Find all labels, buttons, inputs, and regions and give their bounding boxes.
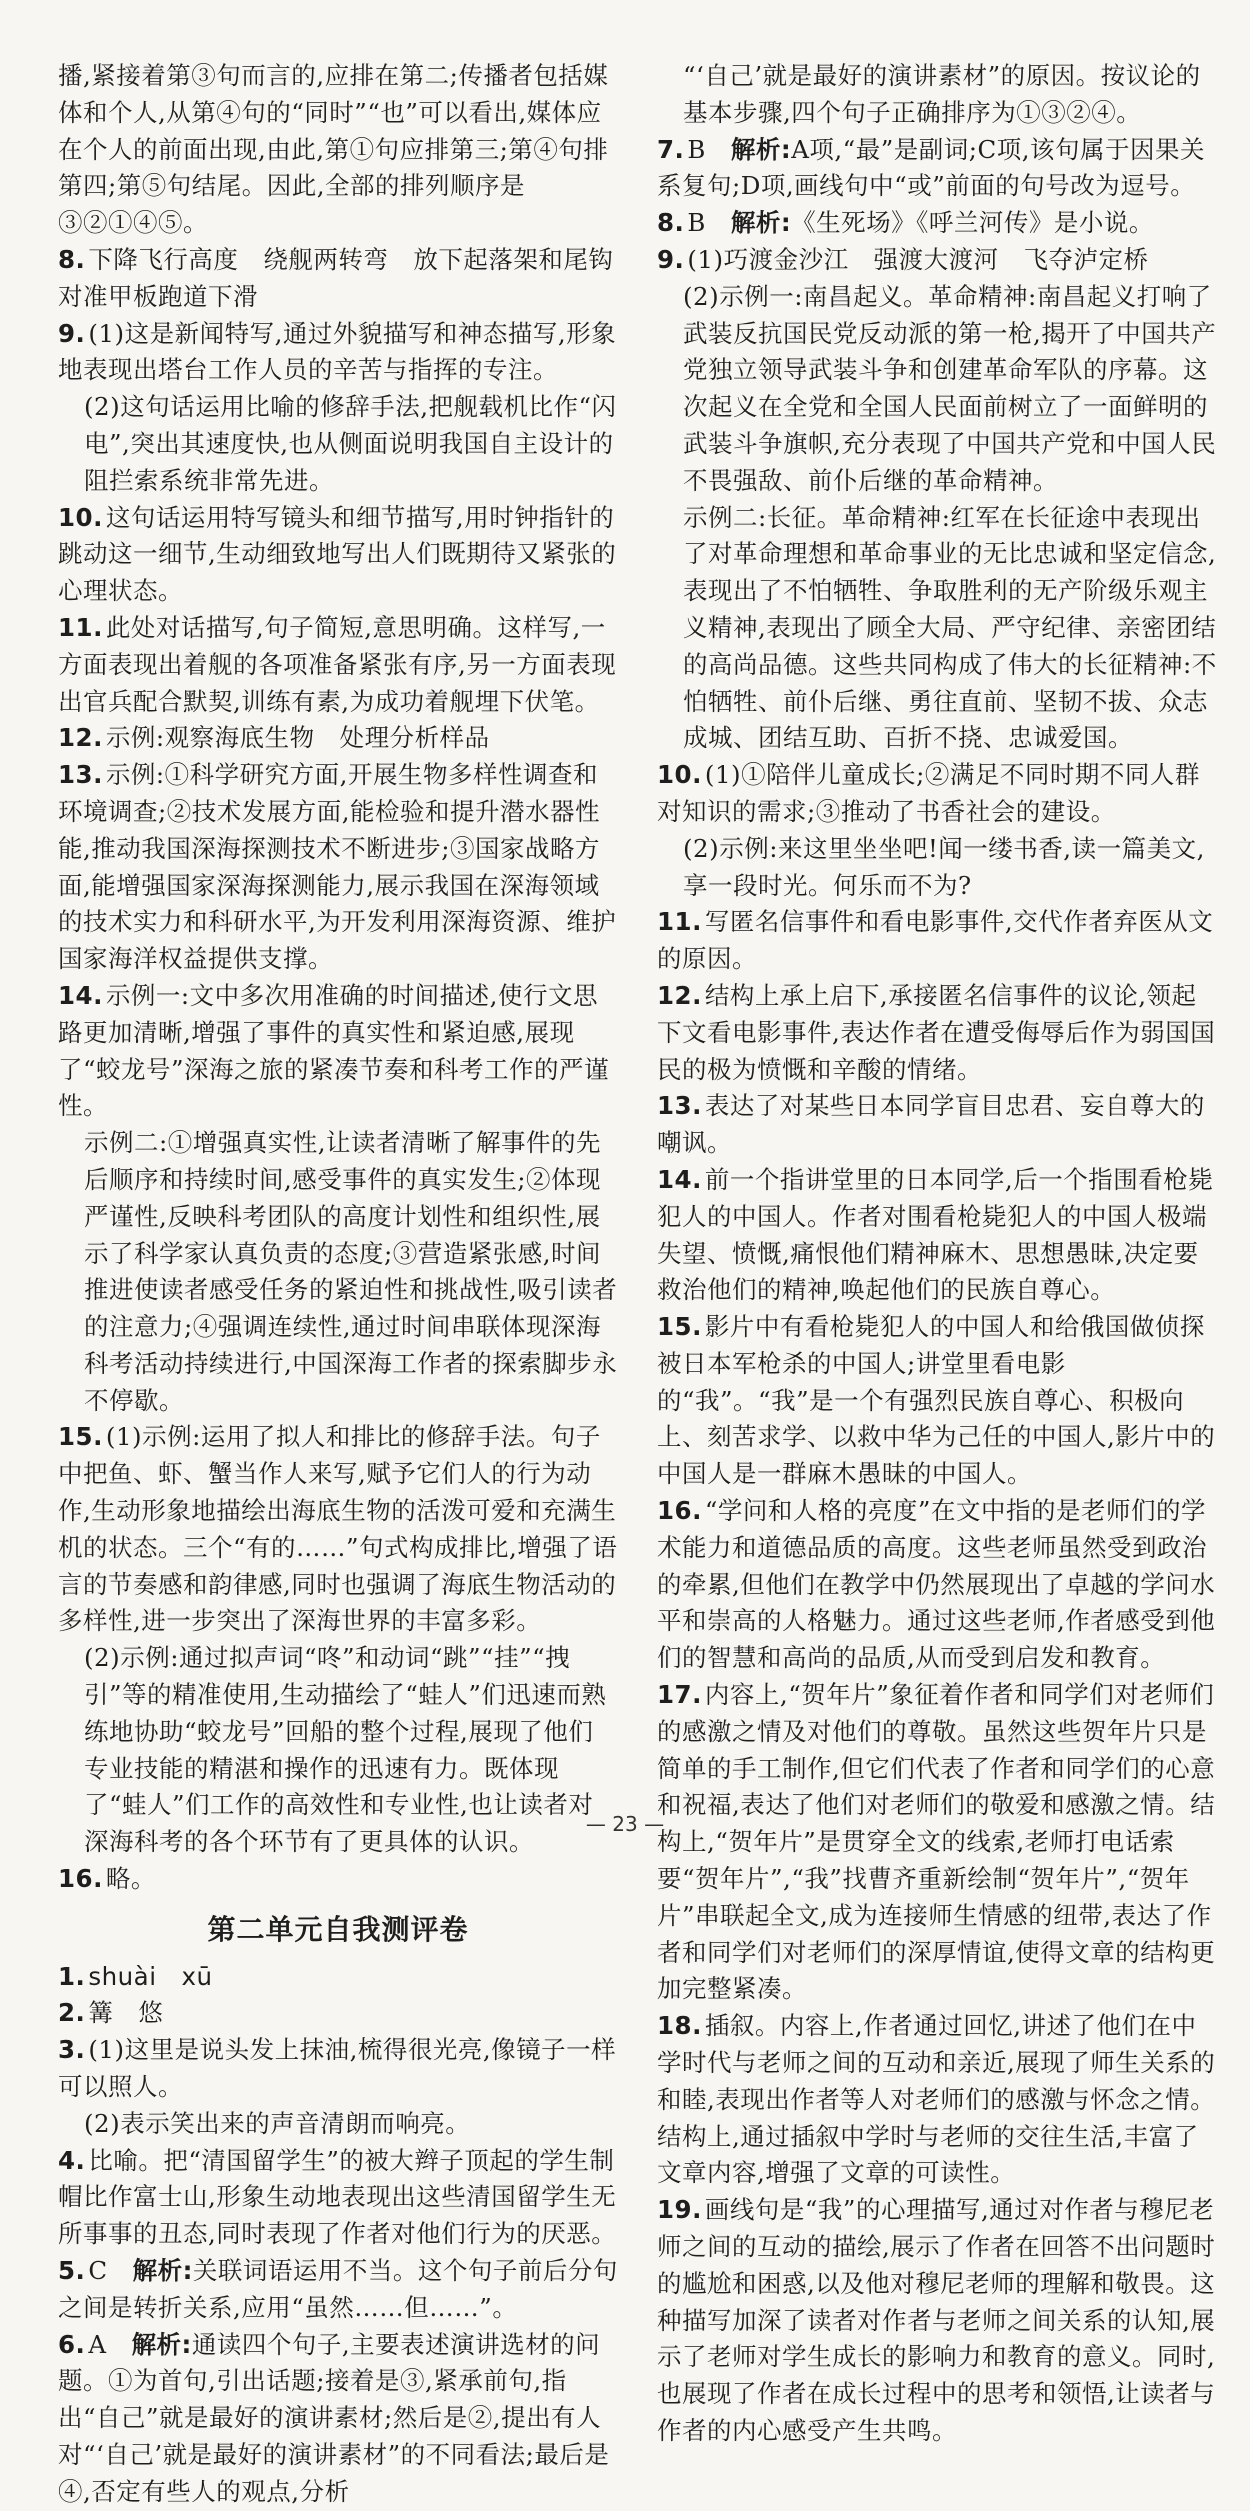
test-answer-1: [58, 1959, 618, 1996]
answer-subpart: (2)示例一:南昌起义。革命精神:南昌起义打响了武装反抗国民党反动派的第一枪,揭开了中国共产党独立领导武装斗争和创建革命军队的序幕。这次起义在全党和全国人民面前树立了一面鲜明的武装斗争旗帜,充分表现了中国共产党和中国人民不畏强敌、前仆后继的革命精神。: [683, 281, 1217, 495]
item-number: 16.: [657, 1496, 702, 1526]
test-answer-4: [58, 2143, 618, 2253]
answer-text: 影片中有看枪毙犯人的中国人和给俄国做侦探被日本军枪杀的中国人;讲堂里看电影的“我”。“我”是一个有强烈民族自尊心、积极向上、刻苦求学、以救中华为己任的中国人,影片中的中国人是一群麻木愚昧的中国人。: [657, 1312, 1216, 1489]
test-answer-13: [657, 1088, 1217, 1162]
item-number: 10.: [58, 502, 103, 532]
continuation-text: 播,紧接着第③句而言的,应排在第二;传播者包括媒体和个人,从第④句的“同时”“也”可以看出,媒体应在个人的前面出现,由此,第①句应排第三;第④句排第四;第⑤句结尾。因此,全部的排列顺序是③②①④⑤。: [58, 61, 609, 238]
test-answer-9: [657, 242, 1217, 757]
test-answer-12: [657, 978, 1217, 1088]
item-number: 15.: [657, 1312, 702, 1342]
test-answer-6: [58, 2327, 618, 2511]
item-number: 14.: [58, 980, 103, 1010]
answer-text: 写匿名信事件和看电影事件,交代作者弃医从文的原因。: [657, 907, 1214, 974]
answer-text: 内容上,“贺年片”象征着作者和同学们对老师们的感激之情及对他们的尊敬。虽然这些贺年片只是简单的手工制作,但它们代表了作者和同学们的心意和祝福,表达了他们对老师们的敬爱和感激之情。结构上,“贺年片”是贯穿全文的线索,老师打电话索要“贺年片”,“我”找曹齐重新绘制“贺年片”,“贺年片”串联起全文,成为连接师生情感的纽带,表达了作者和同学们对老师们的深厚情谊,使得文章的结构更加完整紧凑。: [657, 1680, 1216, 2004]
analysis-label: 解析:: [730, 134, 792, 164]
answer-text: (1)巧渡金沙江 强渡大渡河 飞夺泸定桥: [687, 244, 1149, 274]
item-number: 19.: [657, 2195, 702, 2225]
test-answer-8: [657, 205, 1217, 242]
answer-text: (1)这是新闻特写,通过外貌描写和神态描写,形象地表现出塔台工作人员的辛苦与指挥的专注。: [58, 318, 617, 385]
item-number: 13.: [58, 760, 103, 790]
answer-9: [58, 316, 618, 500]
item-number: 4.: [58, 2145, 86, 2175]
answer-text: 篝 悠: [88, 1998, 164, 2028]
item-number: 17.: [657, 1680, 702, 1710]
answer-text: A项,“最”是副词;C项,该句属于因果关系复句;D项,画线句中“或”前面的句号改为逗号。: [657, 134, 1206, 201]
test-answer-18: [657, 2008, 1217, 2192]
choice-answer: B: [687, 208, 706, 238]
answer-subpart: (2)表示笑出来的声音清朗而响亮。: [84, 2108, 471, 2138]
item-number: 13.: [657, 1091, 702, 1121]
answer-text: 《生死场》《呼兰河传》是小说。: [791, 208, 1154, 238]
answer-subpart: 示例二:①增强真实性,让读者清晰了解事件的先后顺序和持续时间,感受事件的真实发生;②体现严谨性,反映科考团队的高度计划性和组织性,展示了科学家认真负责的态度;③营造紧张感,时间推进使读者感受任务的紧迫性和挑战性,吸引读者的注意力;④强调连续性,通过时间串联体现深海科考活动持续进行,中国深海工作者的探索脚步永不停歇。: [84, 1128, 618, 1415]
item-number: 10.: [657, 760, 702, 790]
test-answer-10: [657, 757, 1217, 904]
item-number: 8.: [657, 208, 685, 238]
answer-subpart: (2)这句话运用比喻的修辞手法,把舰载机比作“闪电”,突出其速度快,也从侧面说明我国自主设计的阻拦索系统非常先进。: [84, 392, 617, 495]
test-answer-7: [657, 132, 1217, 206]
answer-text: 示例:观察海底生物 处理分析样品: [105, 723, 490, 753]
item-number: 18.: [657, 2011, 702, 2041]
item-number: 12.: [657, 980, 702, 1010]
test-answer-17: [657, 1677, 1217, 2008]
item-number: 1.: [58, 1961, 86, 1991]
test-answer-15: [657, 1309, 1217, 1493]
answer-13: [58, 757, 618, 978]
test-answer-5: [58, 2253, 618, 2327]
answer-text: 前一个指讲堂里的日本同学,后一个指围看枪毙犯人的中国人。作者对围看枪毙犯人的中国人极端失望、愤慨,痛恨他们精神麻木、思想愚昧,决定要救治他们的精神,唤起他们的民族自尊心。: [657, 1164, 1214, 1305]
test-answer-3: [58, 2032, 618, 2142]
answer-14: [58, 978, 618, 1420]
page-number: — 23 —: [585, 1812, 665, 1836]
answer-text: 示例一:文中多次用准确的时间描述,使行文思路更加清晰,增强了事件的真实性和紧迫感,展现了“蛟龙号”深海之旅的紧凑节奏和科考工作的严谨性。: [58, 980, 610, 1121]
answer-text: 关联词语运用不当。这个句子前后分句之间是转折关系,应用“虽然……但……”。: [58, 2256, 618, 2322]
answer-text: 画线句是“我”的心理描写,通过对作者与穆尼老师之间的互动的描绘,展示了作者在回答不出问题时的尴尬和困惑,以及他对穆尼老师的理解和敬畏。这种描写加深了读者对作者与老师之间关系的认知,展示了老师对学生成长的影响力和教育的意义。同时,也展现了作者在成长过程中的思考和领悟,让读者与作者的内心感受产生共鸣。: [657, 2195, 1216, 2445]
item-number: 8.: [58, 244, 86, 274]
answer-text: 表达了对某些日本同学盲目忠君、妄自尊大的嘲讽。: [657, 1091, 1205, 1158]
choice-answer: B: [687, 134, 706, 164]
answer-text: shuài xū: [88, 1961, 213, 1991]
answer-text: 下降飞行高度 绕舰两转弯 放下起落架和尾钩 对准甲板跑道下滑: [58, 244, 639, 311]
answer-subpart: 示例二:长征。革命精神:红军在长征途中表现出了对革命理想和革命事业的无比忠诚和坚定信念,表现出了不怕牺牲、争取胜利的无产阶级乐观主义精神,表现出了顾全大局、严守纪律、亲密团结的高尚品德。这些共同构成了伟大的长征精神:不怕牺牲、前仆后继、勇往直前、坚韧不拔、众志成城、团结互助、百折不挠、忠诚爱国。: [683, 502, 1217, 753]
answer-text: (1)这里是说头发上抹油,梳得很光亮,像镜子一样可以照人。: [58, 2035, 617, 2102]
answer-subpart: (2)示例:通过拟声词“咚”和动词“跳”“挂”“拽引”等的精准使用,生动描绘了“蛙人”们迅速而熟练地协助“蛟龙号”回船的整个过程,展现了他们专业技能的精湛和操作的迅速有力。既体现了“蛙人”们工作的高效性和专业性,也让读者对深海科考的各个环节有了更具体的认识。: [84, 1643, 607, 1857]
analysis-label: 解析:: [132, 2256, 193, 2286]
item-number: 12.: [58, 723, 103, 753]
item-number: 11.: [58, 612, 103, 642]
test-answer-2: [58, 1995, 618, 2032]
answer-text: 通读四个句子,主要表述演讲选材的问题。①为首句,引出话题;接着是③,紧承前句,指出“自己”就是最好的演讲素材;然后是②,提出有人对“‘自己’就是最好的演讲素材”的不同看法;最后是④,否定有些人的观点,分析: [58, 2329, 610, 2506]
test-answer-19: [657, 2192, 1217, 2450]
answer-subpart: (2)示例:来这里坐坐吧!闻一缕书香,读一篇美文,享一段时光。何乐而不为?: [683, 833, 1205, 900]
answer-text: “学问和人格的亮度”在文中指的是老师们的学术能力和道德品质的高度。这些老师虽然受到政治的牵累,但他们在教学中仍然展现出了卓越的学问水平和崇高的人格魅力。通过这些老师,作者感受到他们的智慧和高尚的品质,从而受到启发和教育。: [657, 1496, 1216, 1673]
answer-15: [58, 1419, 618, 1861]
item-number: 6.: [58, 2329, 86, 2359]
item-number: 9.: [657, 244, 685, 274]
item-number: 9.: [58, 318, 86, 348]
item-number: 16.: [58, 1864, 103, 1894]
item-number: 5.: [58, 2256, 86, 2286]
item-number: 14.: [657, 1164, 702, 1194]
answer-12: [58, 720, 618, 757]
choice-answer: C: [88, 2256, 108, 2286]
analysis-label: 解析:: [131, 2329, 192, 2359]
item-number: 7.: [657, 134, 685, 164]
test-answer-11: [657, 904, 1217, 978]
answer-text: 结构上承上启下,承接匿名信事件的议论,领起下文看电影事件,表达作者在遭受侮辱后作为弱国国民的极为愤慨和辛酸的情绪。: [657, 980, 1216, 1084]
test-answer-16: [657, 1493, 1217, 1677]
answer-text: 插叙。内容上,作者通过回忆,讲述了他们在中学时代与老师之间的互动和亲近,展现了师生关系的和睦,表现出作者等人对老师们的感激与怀念之情。结构上,通过插叙中学时与老师的交往生活,丰富了文章内容,增强了文章的可读性。: [657, 2011, 1216, 2188]
answer-text: 此处对话描写,句子简短,意思明确。这样写,一方面表现出着舰的各项准备紧张有序,另一方面表现出官兵配合默契,训练有素,为成功着舰埋下伏笔。: [58, 612, 617, 716]
test-answer-14: [657, 1162, 1217, 1309]
right-column: [657, 58, 1217, 2450]
answer-11: [58, 610, 618, 720]
answer-8: [58, 242, 639, 316]
answer-16: [58, 1861, 618, 1898]
item-number: 2.: [58, 1998, 86, 2028]
answer-text: 略。: [105, 1864, 156, 1894]
answer-text: 这句话运用特写镜头和细节描写,用时钟指针的跳动这一细节,生动细致地写出人们既期待又紧张的心理状态。: [58, 502, 617, 606]
section-title: 第二单元自我测评卷: [207, 1912, 469, 1946]
item-number: 15.: [58, 1422, 103, 1452]
answer-text: 示例:①科学研究方面,开展生物多样性调查和环境调查;②技术发展方面,能检验和提升潜水器性能,推动我国深海探测技术不断进步;③国家战略方面,能增强国家深海探测能力,展示我国在深海领域的技术实力和科研水平,为开发利用深海资源、维护国家海洋权益提供支撑。: [58, 760, 617, 974]
answer-text: (1)①陪伴儿童成长;②满足不同时期不同人群对知识的需求;③推动了书香社会的建设。: [657, 760, 1200, 826]
answer-text: 比喻。把“清国留学生”的被大辫子顶起的学生制帽比作富士山,形象生动地表现出这些清国留学生无所事事的丑态,同时表现了作者对他们行为的厌恶。: [58, 2145, 617, 2249]
answer-10: [58, 500, 618, 610]
analysis-label: 解析:: [730, 208, 792, 238]
item-number: 3.: [58, 2035, 86, 2065]
answer-text: (1)示例:运用了拟人和排比的修辞手法。句子中把鱼、虾、蟹当作人来写,赋予它们人的行为动作,生动形象地描绘出海底生物的活泼可爱和充满生机的状态。三个“有的……”句式构成排比,增强了语言的节奏感和韵律感,同时也强调了海底生物活动的多样性,进一步突出了深海世界的丰富多彩。: [58, 1422, 618, 1636]
choice-answer: A: [88, 2329, 107, 2359]
continuation-text: “‘自己’就是最好的演讲素材”的原因。按议论的基本步骤,四个句子正确排序为①③②④。: [683, 61, 1201, 127]
item-number: 11.: [657, 907, 702, 937]
